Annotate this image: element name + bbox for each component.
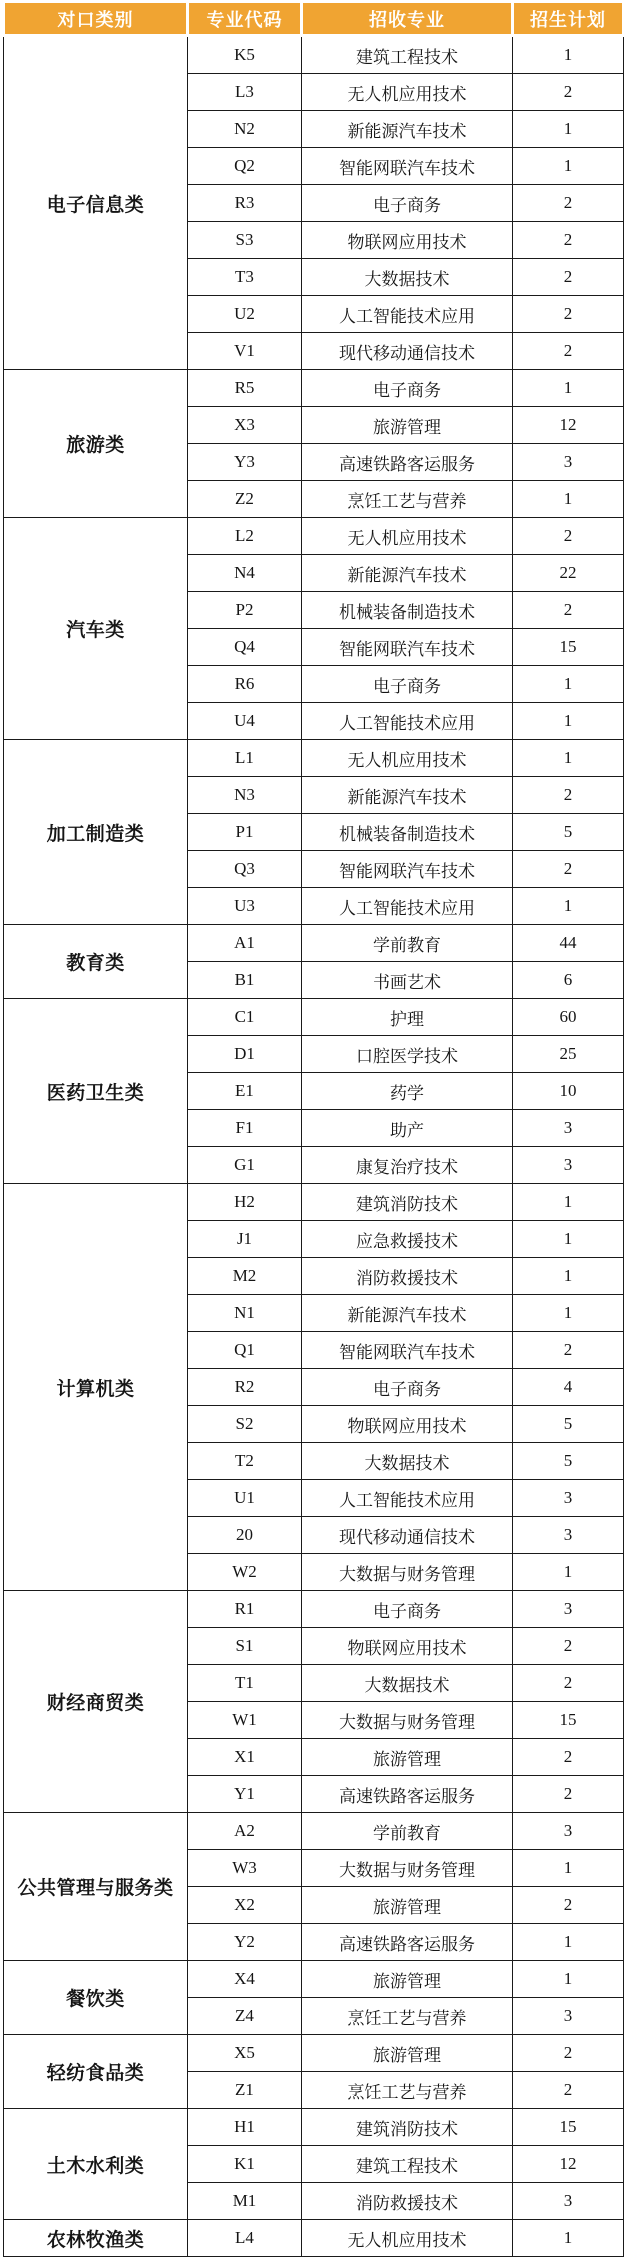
plan-cell: 1 bbox=[513, 1295, 624, 1332]
plan-cell: 10 bbox=[513, 1073, 624, 1110]
table-row bbox=[4, 740, 624, 777]
table-row bbox=[4, 925, 624, 962]
major-cell: 物联网应用技术 bbox=[302, 222, 513, 259]
table-row bbox=[4, 999, 624, 1036]
major-cell: 大数据与财务管理 bbox=[302, 1554, 513, 1591]
major-cell: 人工智能技术应用 bbox=[302, 703, 513, 740]
plan-cell: 2 bbox=[513, 2035, 624, 2072]
code-cell: X2 bbox=[188, 1887, 302, 1924]
plan-cell: 1 bbox=[513, 36, 624, 74]
plan-cell: 1 bbox=[513, 481, 624, 518]
major-cell: 高速铁路客运服务 bbox=[302, 1776, 513, 1813]
code-cell: Q2 bbox=[188, 148, 302, 185]
major-cell: 新能源汽车技术 bbox=[302, 555, 513, 592]
table-row bbox=[4, 36, 624, 74]
major-cell: 烹饪工艺与营养 bbox=[302, 1998, 513, 2035]
major-cell: 现代移动通信技术 bbox=[302, 1517, 513, 1554]
major-cell: 智能网联汽车技术 bbox=[302, 629, 513, 666]
code-cell: X5 bbox=[188, 2035, 302, 2072]
code-cell: K5 bbox=[188, 36, 302, 74]
major-cell: 大数据与财务管理 bbox=[302, 1850, 513, 1887]
code-cell: P1 bbox=[188, 814, 302, 851]
table-body bbox=[4, 36, 624, 2257]
plan-cell: 2 bbox=[513, 851, 624, 888]
code-cell: P2 bbox=[188, 592, 302, 629]
plan-cell: 2 bbox=[513, 1739, 624, 1776]
plan-cell: 2 bbox=[513, 222, 624, 259]
table-row bbox=[4, 518, 624, 555]
plan-cell: 6 bbox=[513, 962, 624, 999]
plan-cell: 1 bbox=[513, 1554, 624, 1591]
plan-cell: 2 bbox=[513, 1628, 624, 1665]
code-cell: R6 bbox=[188, 666, 302, 703]
major-cell: 人工智能技术应用 bbox=[302, 1480, 513, 1517]
plan-cell: 2 bbox=[513, 74, 624, 111]
major-cell: 建筑消防技术 bbox=[302, 1184, 513, 1221]
code-cell: Z1 bbox=[188, 2072, 302, 2109]
major-cell: 烹饪工艺与营养 bbox=[302, 2072, 513, 2109]
category-cell: 加工制造类 bbox=[4, 740, 188, 925]
major-cell: 智能网联汽车技术 bbox=[302, 851, 513, 888]
plan-cell: 15 bbox=[513, 629, 624, 666]
plan-cell: 2 bbox=[513, 1665, 624, 1702]
code-cell: A2 bbox=[188, 1813, 302, 1850]
plan-cell: 3 bbox=[513, 444, 624, 481]
table-row bbox=[4, 1184, 624, 1221]
plan-cell: 5 bbox=[513, 1406, 624, 1443]
plan-cell: 2 bbox=[513, 777, 624, 814]
plan-cell: 1 bbox=[513, 1184, 624, 1221]
code-cell: S1 bbox=[188, 1628, 302, 1665]
major-cell: 大数据与财务管理 bbox=[302, 1702, 513, 1739]
major-cell: 旅游管理 bbox=[302, 407, 513, 444]
plan-cell: 1 bbox=[513, 2220, 624, 2257]
code-cell: N2 bbox=[188, 111, 302, 148]
code-cell: Q1 bbox=[188, 1332, 302, 1369]
code-cell: U4 bbox=[188, 703, 302, 740]
category-cell: 计算机类 bbox=[4, 1184, 188, 1591]
plan-cell: 15 bbox=[513, 1702, 624, 1739]
major-cell: 旅游管理 bbox=[302, 1739, 513, 1776]
major-cell: 消防救援技术 bbox=[302, 2183, 513, 2220]
code-cell: M2 bbox=[188, 1258, 302, 1295]
code-cell: Z4 bbox=[188, 1998, 302, 2035]
code-cell: M1 bbox=[188, 2183, 302, 2220]
plan-cell: 1 bbox=[513, 888, 624, 925]
code-cell: K1 bbox=[188, 2146, 302, 2183]
plan-cell: 1 bbox=[513, 1924, 624, 1961]
major-cell: 学前教育 bbox=[302, 1813, 513, 1850]
code-cell: R5 bbox=[188, 370, 302, 407]
plan-cell: 2 bbox=[513, 296, 624, 333]
code-cell: T3 bbox=[188, 259, 302, 296]
code-cell: A1 bbox=[188, 925, 302, 962]
code-cell: Q4 bbox=[188, 629, 302, 666]
code-cell: R1 bbox=[188, 1591, 302, 1628]
code-cell: Z2 bbox=[188, 481, 302, 518]
major-cell: 大数据技术 bbox=[302, 1443, 513, 1480]
plan-cell: 25 bbox=[513, 1036, 624, 1073]
plan-cell: 1 bbox=[513, 1961, 624, 1998]
plan-cell: 1 bbox=[513, 1221, 624, 1258]
code-cell: G1 bbox=[188, 1147, 302, 1184]
plan-cell: 1 bbox=[513, 370, 624, 407]
major-cell: 应急救援技术 bbox=[302, 1221, 513, 1258]
header-major-code: 专业代码 bbox=[188, 2, 302, 36]
header-row bbox=[4, 2, 624, 36]
category-cell: 医药卫生类 bbox=[4, 999, 188, 1184]
plan-cell: 2 bbox=[513, 185, 624, 222]
major-cell: 电子商务 bbox=[302, 1591, 513, 1628]
major-cell: 药学 bbox=[302, 1073, 513, 1110]
code-cell: N4 bbox=[188, 555, 302, 592]
code-cell: U3 bbox=[188, 888, 302, 925]
header-category: 对口类别 bbox=[4, 2, 188, 36]
major-cell: 智能网联汽车技术 bbox=[302, 148, 513, 185]
code-cell: L3 bbox=[188, 74, 302, 111]
code-cell: Y2 bbox=[188, 1924, 302, 1961]
code-cell: S3 bbox=[188, 222, 302, 259]
code-cell: S2 bbox=[188, 1406, 302, 1443]
major-cell: 大数据技术 bbox=[302, 1665, 513, 1702]
major-cell: 无人机应用技术 bbox=[302, 74, 513, 111]
major-cell: 新能源汽车技术 bbox=[302, 777, 513, 814]
table-row bbox=[4, 1591, 624, 1628]
major-cell: 书画艺术 bbox=[302, 962, 513, 999]
plan-cell: 12 bbox=[513, 2146, 624, 2183]
plan-cell: 2 bbox=[513, 259, 624, 296]
plan-cell: 3 bbox=[513, 1813, 624, 1850]
code-cell: X4 bbox=[188, 1961, 302, 1998]
code-cell: L4 bbox=[188, 2220, 302, 2257]
category-cell: 电子信息类 bbox=[4, 36, 188, 370]
category-cell: 轻纺食品类 bbox=[4, 2035, 188, 2109]
major-cell: 电子商务 bbox=[302, 370, 513, 407]
major-cell: 高速铁路客运服务 bbox=[302, 444, 513, 481]
major-cell: 无人机应用技术 bbox=[302, 2220, 513, 2257]
plan-cell: 60 bbox=[513, 999, 624, 1036]
plan-cell: 3 bbox=[513, 1591, 624, 1628]
code-cell: X3 bbox=[188, 407, 302, 444]
code-cell: J1 bbox=[188, 1221, 302, 1258]
code-cell: L1 bbox=[188, 740, 302, 777]
major-cell: 助产 bbox=[302, 1110, 513, 1147]
plan-cell: 1 bbox=[513, 666, 624, 703]
code-cell: T1 bbox=[188, 1665, 302, 1702]
code-cell: N1 bbox=[188, 1295, 302, 1332]
plan-cell: 3 bbox=[513, 1110, 624, 1147]
plan-cell: 1 bbox=[513, 148, 624, 185]
major-cell: 现代移动通信技术 bbox=[302, 333, 513, 370]
major-cell: 烹饪工艺与营养 bbox=[302, 481, 513, 518]
code-cell: X1 bbox=[188, 1739, 302, 1776]
plan-cell: 3 bbox=[513, 1480, 624, 1517]
plan-cell: 1 bbox=[513, 1258, 624, 1295]
code-cell: Q3 bbox=[188, 851, 302, 888]
code-cell: B1 bbox=[188, 962, 302, 999]
table-row bbox=[4, 2220, 624, 2257]
header-enrollment-plan: 招生计划 bbox=[513, 2, 624, 36]
plan-cell: 3 bbox=[513, 2183, 624, 2220]
plan-cell: 2 bbox=[513, 1887, 624, 1924]
plan-cell: 2 bbox=[513, 518, 624, 555]
major-cell: 机械装备制造技术 bbox=[302, 592, 513, 629]
major-cell: 大数据技术 bbox=[302, 259, 513, 296]
category-cell: 汽车类 bbox=[4, 518, 188, 740]
admission-plan-table bbox=[2, 0, 624, 2257]
major-cell: 电子商务 bbox=[302, 1369, 513, 1406]
major-cell: 新能源汽车技术 bbox=[302, 1295, 513, 1332]
code-cell: U2 bbox=[188, 296, 302, 333]
code-cell: H1 bbox=[188, 2109, 302, 2146]
major-cell: 无人机应用技术 bbox=[302, 740, 513, 777]
category-cell: 土木水利类 bbox=[4, 2109, 188, 2220]
major-cell: 口腔医学技术 bbox=[302, 1036, 513, 1073]
table-row bbox=[4, 2035, 624, 2072]
header-major-name: 招收专业 bbox=[302, 2, 513, 36]
code-cell: E1 bbox=[188, 1073, 302, 1110]
plan-cell: 1 bbox=[513, 703, 624, 740]
plan-cell: 2 bbox=[513, 1776, 624, 1813]
plan-cell: 2 bbox=[513, 592, 624, 629]
major-cell: 人工智能技术应用 bbox=[302, 888, 513, 925]
code-cell: U1 bbox=[188, 1480, 302, 1517]
major-cell: 人工智能技术应用 bbox=[302, 296, 513, 333]
major-cell: 旅游管理 bbox=[302, 1961, 513, 1998]
table-row bbox=[4, 1961, 624, 1998]
major-cell: 康复治疗技术 bbox=[302, 1147, 513, 1184]
code-cell: W1 bbox=[188, 1702, 302, 1739]
category-cell: 餐饮类 bbox=[4, 1961, 188, 2035]
category-cell: 旅游类 bbox=[4, 370, 188, 518]
major-cell: 物联网应用技术 bbox=[302, 1628, 513, 1665]
plan-cell: 22 bbox=[513, 555, 624, 592]
table-row bbox=[4, 2109, 624, 2146]
major-cell: 护理 bbox=[302, 999, 513, 1036]
code-cell: D1 bbox=[188, 1036, 302, 1073]
major-cell: 电子商务 bbox=[302, 666, 513, 703]
plan-cell: 2 bbox=[513, 1332, 624, 1369]
table-row bbox=[4, 1813, 624, 1850]
plan-cell: 12 bbox=[513, 407, 624, 444]
plan-cell: 3 bbox=[513, 1998, 624, 2035]
major-cell: 电子商务 bbox=[302, 185, 513, 222]
code-cell: R2 bbox=[188, 1369, 302, 1406]
category-cell: 公共管理与服务类 bbox=[4, 1813, 188, 1961]
plan-cell: 1 bbox=[513, 740, 624, 777]
major-cell: 物联网应用技术 bbox=[302, 1406, 513, 1443]
category-cell: 农林牧渔类 bbox=[4, 2220, 188, 2257]
category-cell: 教育类 bbox=[4, 925, 188, 999]
plan-cell: 1 bbox=[513, 1850, 624, 1887]
code-cell: V1 bbox=[188, 333, 302, 370]
plan-cell: 15 bbox=[513, 2109, 624, 2146]
plan-cell: 3 bbox=[513, 1517, 624, 1554]
major-cell: 学前教育 bbox=[302, 925, 513, 962]
category-cell: 财经商贸类 bbox=[4, 1591, 188, 1813]
code-cell: L2 bbox=[188, 518, 302, 555]
code-cell: Y1 bbox=[188, 1776, 302, 1813]
major-cell: 建筑工程技术 bbox=[302, 2146, 513, 2183]
plan-cell: 44 bbox=[513, 925, 624, 962]
code-cell: C1 bbox=[188, 999, 302, 1036]
major-cell: 建筑工程技术 bbox=[302, 36, 513, 74]
major-cell: 高速铁路客运服务 bbox=[302, 1924, 513, 1961]
code-cell: N3 bbox=[188, 777, 302, 814]
code-cell: R3 bbox=[188, 185, 302, 222]
code-cell: F1 bbox=[188, 1110, 302, 1147]
major-cell: 消防救援技术 bbox=[302, 1258, 513, 1295]
code-cell: W3 bbox=[188, 1850, 302, 1887]
major-cell: 新能源汽车技术 bbox=[302, 111, 513, 148]
plan-cell: 4 bbox=[513, 1369, 624, 1406]
table-row bbox=[4, 370, 624, 407]
plan-cell: 5 bbox=[513, 814, 624, 851]
plan-cell: 1 bbox=[513, 111, 624, 148]
major-cell: 机械装备制造技术 bbox=[302, 814, 513, 851]
code-cell: W2 bbox=[188, 1554, 302, 1591]
major-cell: 旅游管理 bbox=[302, 2035, 513, 2072]
plan-cell: 3 bbox=[513, 1147, 624, 1184]
plan-cell: 2 bbox=[513, 2072, 624, 2109]
major-cell: 建筑消防技术 bbox=[302, 2109, 513, 2146]
table-header bbox=[4, 2, 624, 36]
major-cell: 无人机应用技术 bbox=[302, 518, 513, 555]
plan-cell: 2 bbox=[513, 333, 624, 370]
plan-cell: 5 bbox=[513, 1443, 624, 1480]
major-cell: 旅游管理 bbox=[302, 1887, 513, 1924]
code-cell: T2 bbox=[188, 1443, 302, 1480]
code-cell: H2 bbox=[188, 1184, 302, 1221]
major-cell: 智能网联汽车技术 bbox=[302, 1332, 513, 1369]
code-cell: 20 bbox=[188, 1517, 302, 1554]
code-cell: Y3 bbox=[188, 444, 302, 481]
